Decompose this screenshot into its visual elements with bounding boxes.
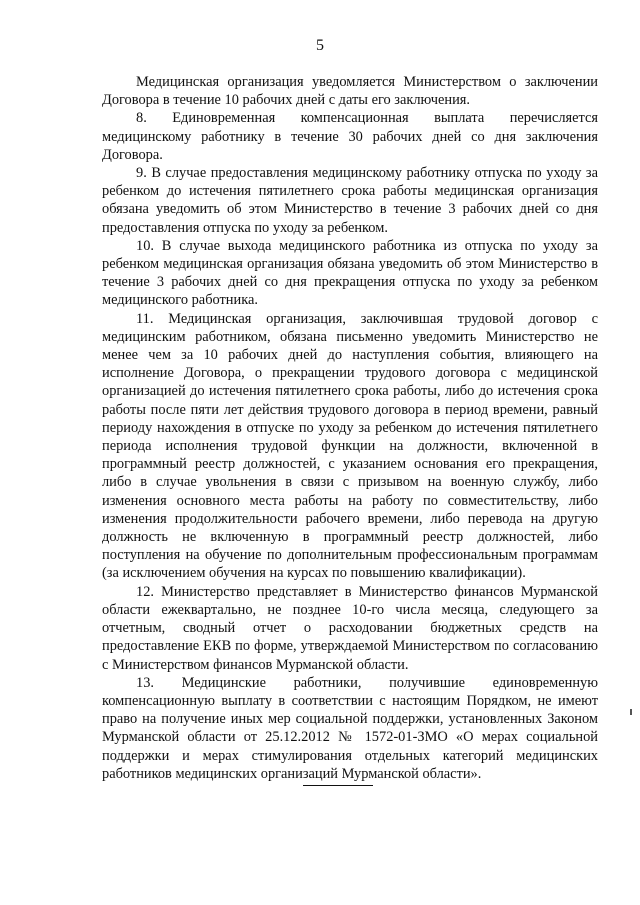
paragraph-10-return-from-leave: 10. В случае выхода медицинского работника из отпуска по уходу за ребенком медицинская организация обязана уведомить об этом Министерство в течение 3 рабочих дней со дня прекращения отпуска по уходу за ребенком медицинского работника. (102, 237, 598, 309)
paragraph-13-other-support-measures: 13. Медицинские работники, получившие единовременную компенсационную выплату в соответствии с настоящим Порядком, не имеют право на получение иных мер социальной поддержки, установленных Законом Мурманской области от 25.12.2012 № 1572-01-ЗМО «О мерах социальной поддержки и мерах стимулирования отдельных категорий медицинских работников медицинских организаций Мурманской области». (102, 674, 598, 782)
paragraph-9-child-care-leave: 9. В случае предоставления медицинскому работнику отпуска по уходу за ребенком до истечения пятилетнего срока работы медицинская организация обязана уведомить об этом Министерство в течение 3 рабочих дней со дня предоставления отпуска по уходу за ребенком. (102, 165, 598, 236)
scan-edge-mark (630, 709, 632, 715)
paragraph-11-contract-termination: 11. Медицинская организация, заключившая трудовой договор с медицинским работником, обязана письменно уведомить Министерство не менее чем за 10 рабочих дней до наступления события, влияющего на исполнение Договора, о прекращении трудового договора с медицинской организацией до истечения пятилетнего срока работы, либо до истечения срока работы после пяти лет действия трудового договора в период времени, равный периоду нахождения в отпуске по уходу за ребенком до истечения пятилетнего периода исполнения трудовой функции на должности, включенной в программный реестр должностей, с указанием основания его прекращения, либо в случае увольнения в связи с призывом на военную службу, либо изменения основного места работы на работу по совместительству, либо изменения продолжительности рабочего времени, либо перевода на другую должность не включенную в программный реестр должностей, либо поступления на обучение по дополнительным профессиональным программам (за исключением обучения на курсах по повышению квалификации). (102, 310, 598, 582)
end-divider-line (303, 785, 373, 786)
page-number: 5 (316, 37, 324, 54)
paragraph-notification-contract: Медицинская организация уведомляется Министерством о заключении Договора в течение 10 рабочих дней с даты его заключения. (102, 74, 598, 109)
document-body (102, 73, 598, 783)
paragraph-8-payment-transfer: 8. Единовременная компенсационная выплата перечисляется медицинскому работнику в течение 30 рабочих дней со дня заключения Договора. (102, 110, 598, 163)
paragraph-12-quarterly-report: 12. Министерство представляет в Министерство финансов Мурманской области ежеквартально, не позднее 10-го числа месяца, следующего за отчетным, сводный отчет о расходовании бюджетных средств на предоставление ЕКВ по форме, утверждаемой Министерством по согласованию с Министерством финансов Мурманской области. (102, 583, 598, 673)
